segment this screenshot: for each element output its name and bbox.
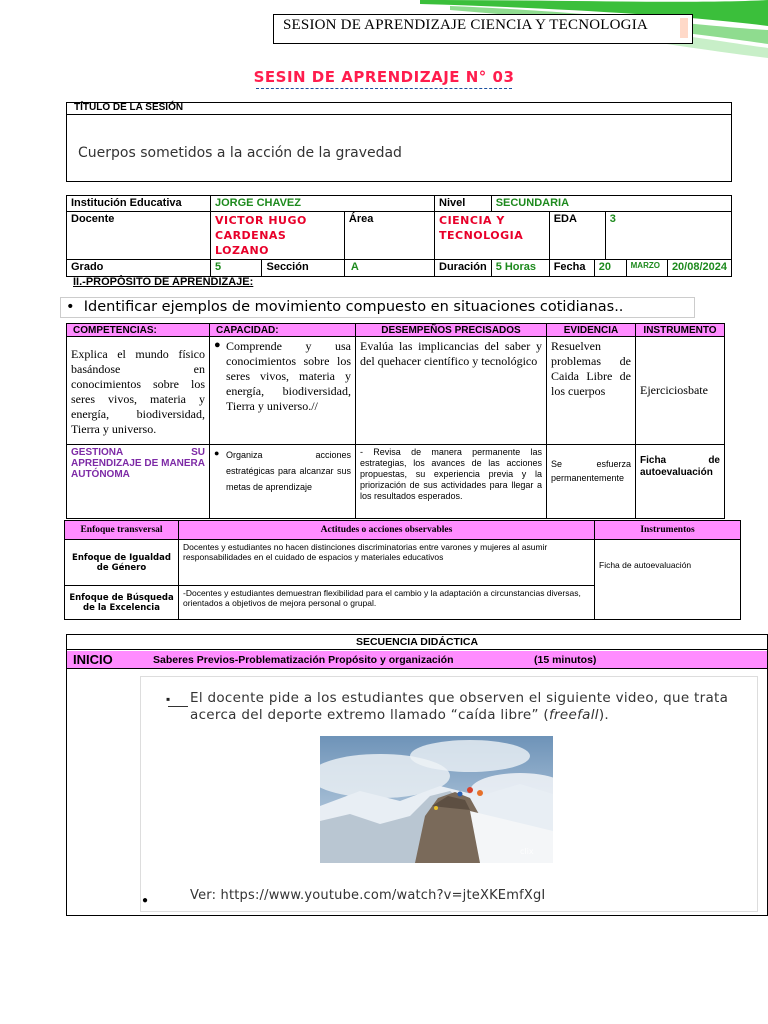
col-instrumentos: Instrumentos bbox=[595, 521, 741, 540]
docente-label: Docente bbox=[67, 212, 211, 260]
nivel-label: Nivel bbox=[435, 196, 492, 212]
eda-label: EDA bbox=[549, 212, 605, 260]
bullet-icon: ▪ bbox=[166, 692, 171, 706]
enfoque-text-2: -Docentes y estudiantes demuestran flexibilidad para el cambio y la adaptación a circunstancias diversas, orientados a objetivos de mejora personal o grupal. bbox=[179, 586, 595, 620]
enfoque-instrumento: Ficha de autoevaluación bbox=[595, 540, 741, 620]
grado-label: Grado bbox=[67, 260, 211, 277]
purpose-heading: II.-PROPÒSITO DE APRENDIZAJE: bbox=[73, 276, 254, 288]
instruction-em: freefall bbox=[549, 707, 599, 723]
instrumento-1: Ejerciciosbate bbox=[636, 337, 725, 445]
institucion-value: JORGE CHAVEZ bbox=[211, 196, 435, 212]
competencia-2: GESTIONA SU APRENDIZAJE DE MANERA AUTÓNOMA bbox=[67, 445, 210, 519]
instruction-text bbox=[190, 690, 750, 724]
bullet-icon: ● bbox=[214, 448, 220, 458]
seccion-value-text: A bbox=[350, 261, 359, 273]
seccion-label: Sección bbox=[262, 260, 344, 277]
col-desempenos: DESEMPEÑOS PRECISADOS bbox=[356, 324, 547, 337]
bullet-underline bbox=[168, 706, 188, 707]
evidencia-2: Se esfuerza permanentemente bbox=[547, 445, 636, 519]
bullet-icon: ● bbox=[214, 339, 221, 351]
purpose-statement: • Identificar ejemplos de movimiento compuesto en situaciones cotidianas.. bbox=[66, 299, 624, 315]
capacidad-1-text: Comprende y usa conocimientos sobre los seres vivos, materia y energía, biodiversidad, Tierra y universo.// bbox=[226, 339, 351, 413]
enfoque-table bbox=[64, 520, 741, 620]
enfoque-name-1: Enfoque de Igualdad de Género bbox=[65, 540, 179, 586]
phase-description: Saberes Previos-Problematización Propósito y organización bbox=[153, 654, 454, 666]
fecha-dia: 20 bbox=[594, 260, 626, 276]
enfoque-name-2: Enfoque de Búsqueda de la Excelencia bbox=[65, 586, 179, 620]
docente-value: VICTOR HUGO CARDENAS LOZANO bbox=[211, 212, 345, 260]
bullet-icon: ● bbox=[142, 895, 149, 906]
area-label: Área bbox=[344, 212, 434, 260]
duracion-value: 5 Horas bbox=[491, 260, 549, 277]
col-enfoque: Enfoque transversal bbox=[65, 521, 179, 540]
banner-accent bbox=[680, 18, 688, 38]
competencias-table bbox=[66, 323, 725, 519]
video-link[interactable]: Ver: https://www.youtube.com/watch?v=jteXKEmfXgI bbox=[190, 888, 546, 903]
banner-title: SESION DE APRENDIZAJE CIENCIA Y TECNOLOGIA bbox=[283, 17, 648, 33]
duracion-label: Duración bbox=[435, 260, 492, 277]
fecha-full: 20/08/2024 bbox=[671, 261, 727, 273]
desempeno-1: Evalúa las implicancias del saber y del quehacer científico y tecnológico bbox=[356, 337, 547, 445]
info-table bbox=[66, 195, 732, 277]
title-underline bbox=[256, 88, 512, 89]
page-title: SESIN DE APRENDIZAJE N° 03 bbox=[253, 68, 515, 86]
instrumento-2: Ficha de autoevaluación bbox=[636, 445, 725, 519]
secuencia-heading: SECUENCIA DIDÁCTICA bbox=[66, 634, 768, 650]
fecha-label: Fecha bbox=[550, 260, 595, 276]
area-value: CIENCIA Y TECNOLOGIA bbox=[435, 212, 550, 260]
session-title-value: Cuerpos sometidos a la acción de la gravedad bbox=[78, 145, 402, 161]
nivel-value: SECUNDARIA bbox=[491, 196, 731, 212]
col-competencias: COMPETENCIAS: bbox=[67, 324, 210, 337]
enfoque-text-1: Docentes y estudiantes no hacen distinciones discriminatorias entre varones y mujeres al asumir responsabilidades en el cuidado de espacios y materiales educativos bbox=[179, 540, 595, 586]
capacidad-2-text: Organiza acciones estratégicas para alcanzar sus metas de aprendizaje bbox=[226, 450, 351, 492]
capacidad-2 bbox=[210, 445, 356, 519]
seccion-value bbox=[344, 260, 434, 277]
eda-value: 3 bbox=[605, 212, 731, 260]
capacidad-1 bbox=[210, 337, 356, 445]
photo-watermark: clix bbox=[520, 847, 534, 856]
fecha-subtable bbox=[550, 260, 731, 276]
freefall-photo bbox=[320, 736, 553, 863]
competencia-1: Explica el mundo físico basándose en conocimientos sobre los seres vivos, materia y energía, biodiversidad, Tierra y universo. bbox=[67, 337, 210, 445]
fecha-cell bbox=[549, 260, 731, 277]
grado-value: 5 bbox=[211, 260, 262, 277]
instruction-post: ). bbox=[598, 707, 610, 723]
institucion-label: Institución Educativa bbox=[67, 196, 211, 212]
instruction-pre: El docente pide a los estudiantes que observen el siguiente video, que trata acerca del deporte extremo llamado “caída libre” ( bbox=[190, 690, 729, 723]
evidencia-1: Resuelven problemas de Caida Libre de los cuerpos bbox=[547, 337, 636, 445]
fecha-mes: MARZO bbox=[626, 260, 667, 276]
col-capacidad: CAPACIDAD: bbox=[210, 324, 356, 337]
phase-label: INICIO bbox=[73, 652, 113, 667]
phase-duration: (15 minutos) bbox=[534, 654, 597, 666]
session-title-label: TÍTULO DE LA SESIÓN bbox=[66, 102, 732, 115]
purpose-text: Identificar ejemplos de movimiento compuesto en situaciones cotidianas.. bbox=[83, 299, 624, 315]
col-actitudes: Actitudes o acciones observables bbox=[179, 521, 595, 540]
col-evidencia: EVIDENCIA bbox=[547, 324, 636, 337]
col-instrumento: INSTRUMENTO bbox=[636, 324, 725, 337]
desempeno-2: - Revisa de manera permanente las estrategias, los avances de las acciones propuestas, su experiencia previa y la priorización de sus actividades para llegar a los resultados esperados. bbox=[356, 445, 547, 519]
